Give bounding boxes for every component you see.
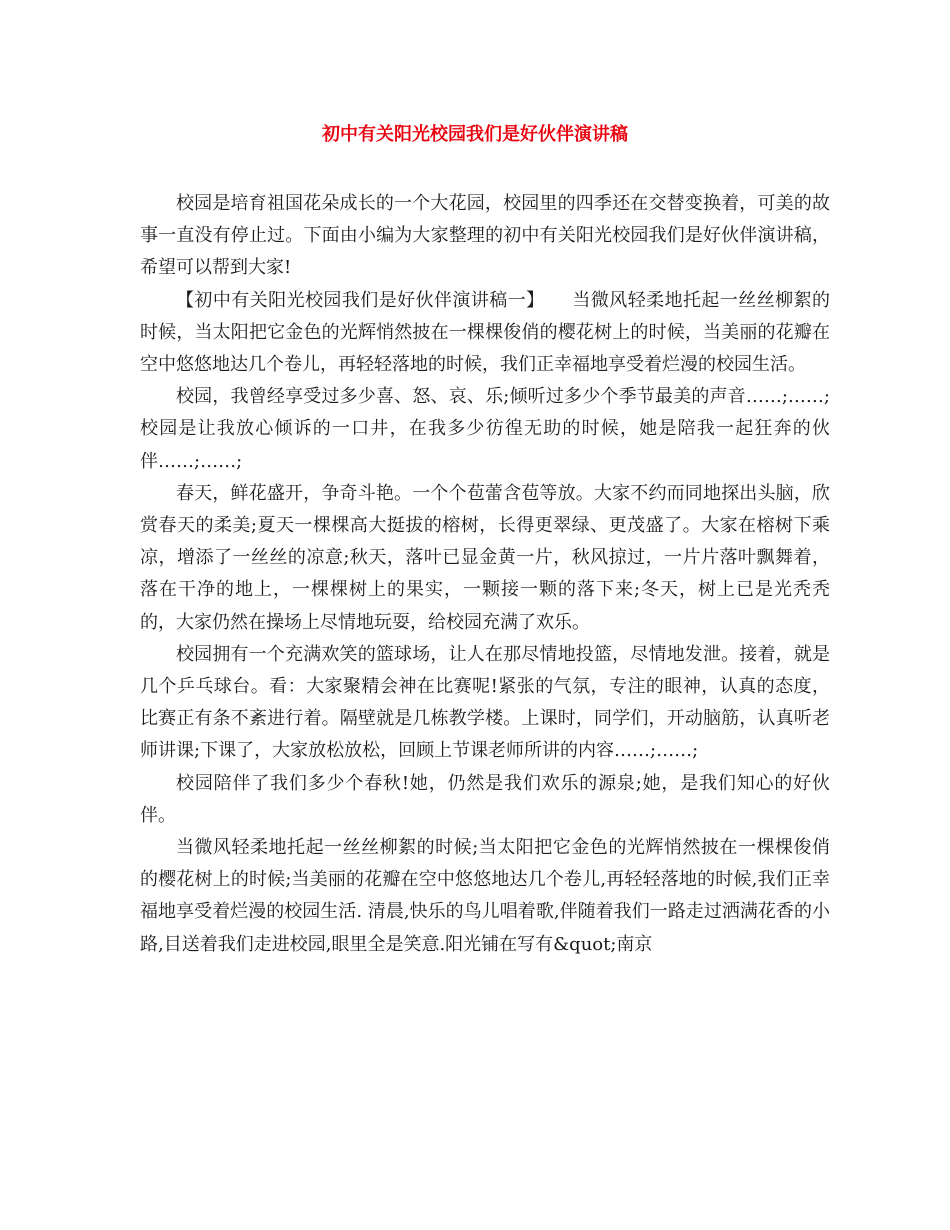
paragraph: 校园，我曾经享受过多少喜、怒、哀、乐;倾听过多少个季节最美的声音……;……;校园是让我放心倾诉的一口井，在我多少彷徨无助的时候，她是陪我一起狂奔的伙伴……;……; bbox=[140, 386, 830, 472]
paragraph: 校园陪伴了我们多少个春秋!她，仍然是我们欢乐的源泉;她，是我们知心的好伙伴。 bbox=[140, 772, 830, 826]
paragraph: 当微风轻柔地托起一丝丝柳絮的时候;当太阳把它金色的光辉悄然披在一棵棵俊俏的樱花树上的时候;当美丽的花瓣在空中悠悠地达几个卷儿,再轻轻落地的时候,我们正幸福地享受着烂漫的校园生活. 清晨,快乐的鸟儿唱着歌,伴随着我们一路走过洒满花香的小路,目送着我们走进校园,眼里全是笑意.阳光铺在写有&quot;南京 bbox=[140, 837, 830, 955]
paragraph: 校园是培育祖国花朵成长的一个大花园，校园里的四季还在交替变换着，可美的故事一直没有停止过。下面由小编为大家整理的初中有关阳光校园我们是好伙伴演讲稿，希望可以帮到大家! bbox=[140, 193, 830, 279]
paragraph: 春天，鲜花盛开，争奇斗艳。一个个苞蕾含苞等放。大家不约而同地探出头脑，欣赏春天的柔美;夏天一棵棵高大挺拔的榕树，长得更翠绿、更茂盛了。大家在榕树下乘凉，增添了一丝丝的凉意;秋天，落叶已显金黄一片，秋风掠过，一片片落叶飘舞着，落在干净的地上，一棵棵树上的果实，一颗接一颗的落下来;冬天，树上已是光秃秃的，大家仍然在操场上尽情地玩耍，给校园充满了欢乐。 bbox=[140, 482, 830, 633]
paragraph: 校园拥有一个充满欢笑的篮球场，让人在那尽情地投篮，尽情地发泄。接着，就是几个乒乓球台。看：大家聚精会神在比赛呢!紧张的气氛，专注的眼神，认真的态度，比赛正有条不紊进行着。隔壁就是几栋教学楼。上课时，同学们，开动脑筋，认真听老师讲课;下课了，大家放松放松，回顾上节课老师所讲的内容……;……; bbox=[140, 643, 830, 762]
paragraph: 【初中有关阳光校园我们是好伙伴演讲稿一】 当微风轻柔地托起一丝丝柳絮的时候，当太阳把它金色的光辉悄然披在一棵棵俊俏的樱花树上的时候，当美丽的花瓣在空中悠悠地达几个卷儿，再轻轻落地的时候，我们正幸福地享受着烂漫的校园生活。 bbox=[140, 289, 830, 376]
document-body bbox=[140, 188, 830, 961]
document-title: 初中有关阳光校园我们是好伙伴演讲稿 bbox=[322, 124, 628, 145]
